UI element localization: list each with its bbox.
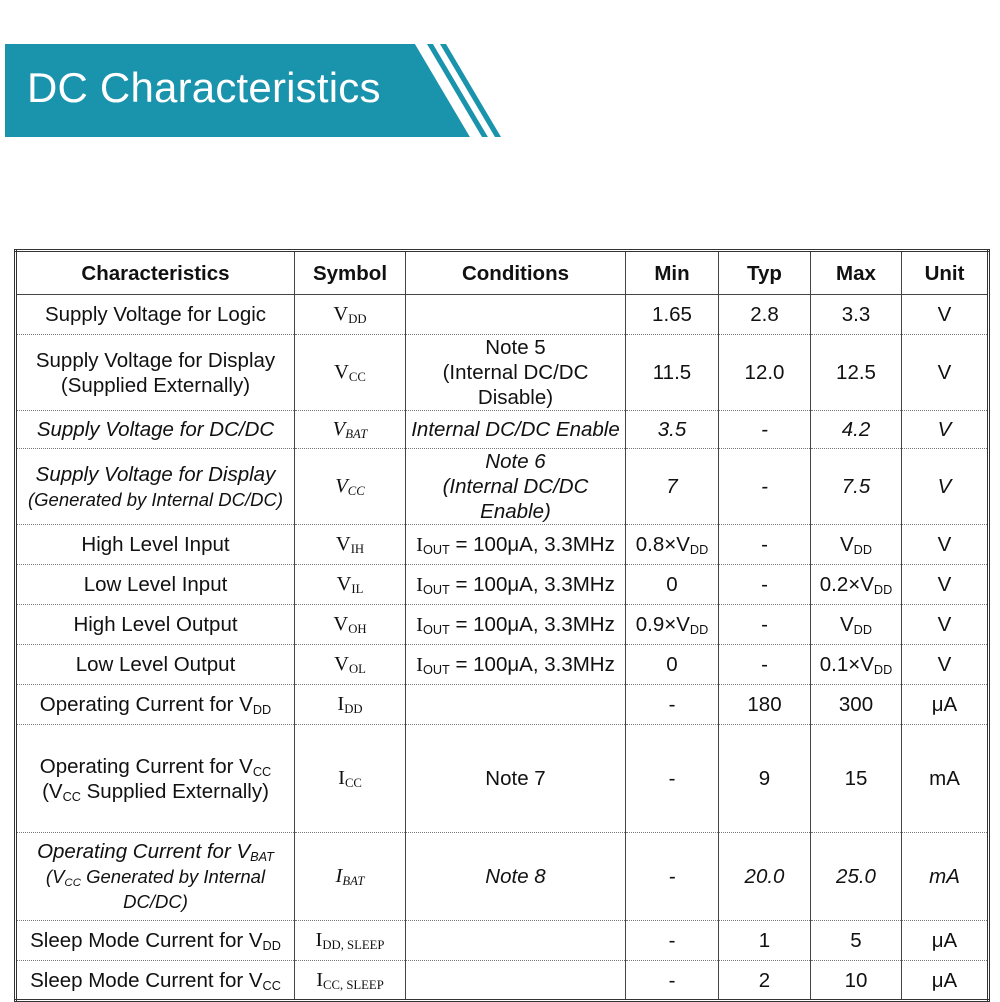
cell-typ: - xyxy=(719,525,811,565)
cell-min: - xyxy=(626,725,719,833)
cell-typ: - xyxy=(719,565,811,605)
cell-max: $V_{DD}$ xyxy=(811,605,902,645)
cell-min: - xyxy=(626,961,719,1001)
cell-conditions: $I_{OUT} = 100\mu A$, 3.3MHz xyxy=(406,525,626,565)
cell-symbol: $V_{OH}$ xyxy=(295,605,406,645)
cell-symbol: $V_{IH}$ xyxy=(295,525,406,565)
cell-conditions xyxy=(406,685,626,725)
cell-unit: mA xyxy=(902,725,989,833)
cell-max: 5 xyxy=(811,921,902,961)
cell-max: 300 xyxy=(811,685,902,725)
cell-unit: μA xyxy=(902,961,989,1001)
cell-conditions: Note 8 xyxy=(406,833,626,921)
cell-max: $0.1\times V_{DD}$ xyxy=(811,645,902,685)
cell-max: 10 xyxy=(811,961,902,1001)
cell-symbol: $V_{DD}$ xyxy=(295,295,406,335)
cell-min: $0.9\times V_{DD}$ xyxy=(626,605,719,645)
table-row xyxy=(16,685,989,725)
cell-typ: 9 xyxy=(719,725,811,833)
cell-max: 12.5 xyxy=(811,335,902,411)
table-row xyxy=(16,645,989,685)
cell-characteristic: Sleep Mode Current for $V_{DD}$ xyxy=(16,921,295,961)
table-row xyxy=(16,921,989,961)
cell-symbol: $I_{CC, SLEEP}$ xyxy=(295,961,406,1001)
cell-min: 0 xyxy=(626,565,719,605)
cell-characteristic: Operating Current for $V_{DD}$ xyxy=(16,685,295,725)
header-min: Min xyxy=(626,251,719,295)
cell-characteristic: Sleep Mode Current for $V_{CC}$ xyxy=(16,961,295,1001)
cell-typ: 12.0 xyxy=(719,335,811,411)
cell-unit: V xyxy=(902,411,989,449)
cell-unit: V xyxy=(902,565,989,605)
cell-max: $0.2\times V_{DD}$ xyxy=(811,565,902,605)
table-row xyxy=(16,725,989,833)
cell-conditions: Internal DC/DC Enable xyxy=(406,411,626,449)
header-typ: Typ xyxy=(719,251,811,295)
cell-min: - xyxy=(626,833,719,921)
cell-max: $V_{DD}$ xyxy=(811,525,902,565)
cell-conditions: $I_{OUT} = 100\mu A$, 3.3MHz xyxy=(406,605,626,645)
cell-typ: 180 xyxy=(719,685,811,725)
cell-symbol: $I_{BAT}$ xyxy=(295,833,406,921)
cell-characteristic: Operating Current for $V_{BAT}$ ($V_{CC}$ Generated by Internal DC/DC) xyxy=(16,833,295,921)
cell-typ: 2 xyxy=(719,961,811,1001)
cell-symbol: $V_{BAT}$ xyxy=(295,411,406,449)
cell-min: 11.5 xyxy=(626,335,719,411)
table-row xyxy=(16,565,989,605)
header-symbol: Symbol xyxy=(295,251,406,295)
cell-conditions xyxy=(406,961,626,1001)
cell-characteristic: Operating Current for $V_{CC}$ ($V_{CC}$ Supplied Externally) xyxy=(16,725,295,833)
cell-typ: - xyxy=(719,449,811,525)
cell-conditions: Note 6 (Internal DC/DC Enable) xyxy=(406,449,626,525)
cell-symbol: $V_{IL}$ xyxy=(295,565,406,605)
cell-characteristic: Supply Voltage for DC/DC xyxy=(16,411,295,449)
cell-characteristic: High Level Output xyxy=(16,605,295,645)
table-row xyxy=(16,449,989,525)
cell-symbol: $V_{CC}$ xyxy=(295,335,406,411)
table-row xyxy=(16,525,989,565)
cell-min: $0.8\times V_{DD}$ xyxy=(626,525,719,565)
cell-max: 15 xyxy=(811,725,902,833)
cell-unit: V xyxy=(902,295,989,335)
cell-characteristic: Low Level Input xyxy=(16,565,295,605)
cell-typ: - xyxy=(719,411,811,449)
table-row xyxy=(16,411,989,449)
cell-min: - xyxy=(626,685,719,725)
cell-unit: mA xyxy=(902,833,989,921)
table-header-row xyxy=(16,251,989,295)
cell-min: 1.65 xyxy=(626,295,719,335)
cell-min: 3.5 xyxy=(626,411,719,449)
cell-conditions: Note 5 (Internal DC/DC Disable) xyxy=(406,335,626,411)
cell-characteristic: Supply Voltage for Display (Supplied Externally) xyxy=(16,335,295,411)
cell-unit: V xyxy=(902,605,989,645)
dc-characteristics-table xyxy=(14,249,990,1002)
cell-min: 0 xyxy=(626,645,719,685)
cell-symbol: $I_{DD, SLEEP}$ xyxy=(295,921,406,961)
cell-max: 7.5 xyxy=(811,449,902,525)
cell-max: 4.2 xyxy=(811,411,902,449)
cell-conditions: $I_{OUT} = 100\mu A$, 3.3MHz xyxy=(406,645,626,685)
cell-typ: 1 xyxy=(719,921,811,961)
cell-characteristic: High Level Input xyxy=(16,525,295,565)
cell-min: - xyxy=(626,921,719,961)
cell-symbol: $V_{OL}$ xyxy=(295,645,406,685)
cell-unit: V xyxy=(902,449,989,525)
cell-typ: 2.8 xyxy=(719,295,811,335)
table-row xyxy=(16,335,989,411)
cell-symbol: $V_{CC}$ xyxy=(295,449,406,525)
cell-unit: V xyxy=(902,645,989,685)
cell-min: 7 xyxy=(626,449,719,525)
table-row xyxy=(16,961,989,1001)
table-row xyxy=(16,295,989,335)
cell-unit: μA xyxy=(902,685,989,725)
header-conditions: Conditions xyxy=(406,251,626,295)
cell-unit: μA xyxy=(902,921,989,961)
header-characteristics: Characteristics xyxy=(16,251,295,295)
cell-max: 25.0 xyxy=(811,833,902,921)
cell-unit: V xyxy=(902,335,989,411)
cell-symbol: $I_{CC}$ xyxy=(295,725,406,833)
cell-characteristic: Supply Voltage for Display (Generated by Internal DC/DC) xyxy=(16,449,295,525)
cell-conditions xyxy=(406,921,626,961)
page-title: DC Characteristics xyxy=(27,64,381,111)
cell-typ: 20.0 xyxy=(719,833,811,921)
cell-characteristic: Low Level Output xyxy=(16,645,295,685)
header-max: Max xyxy=(811,251,902,295)
cell-unit: V xyxy=(902,525,989,565)
cell-max: 3.3 xyxy=(811,295,902,335)
title-banner xyxy=(0,0,1000,150)
cell-typ: - xyxy=(719,605,811,645)
header-unit: Unit xyxy=(902,251,989,295)
cell-typ: - xyxy=(719,645,811,685)
cell-characteristic: Supply Voltage for Logic xyxy=(16,295,295,335)
table-row xyxy=(16,605,989,645)
cell-conditions xyxy=(406,295,626,335)
cell-conditions: $I_{OUT} = 100\mu A$, 3.3MHz xyxy=(406,565,626,605)
cell-conditions: Note 7 xyxy=(406,725,626,833)
cell-symbol: $I_{DD}$ xyxy=(295,685,406,725)
table-row xyxy=(16,833,989,921)
